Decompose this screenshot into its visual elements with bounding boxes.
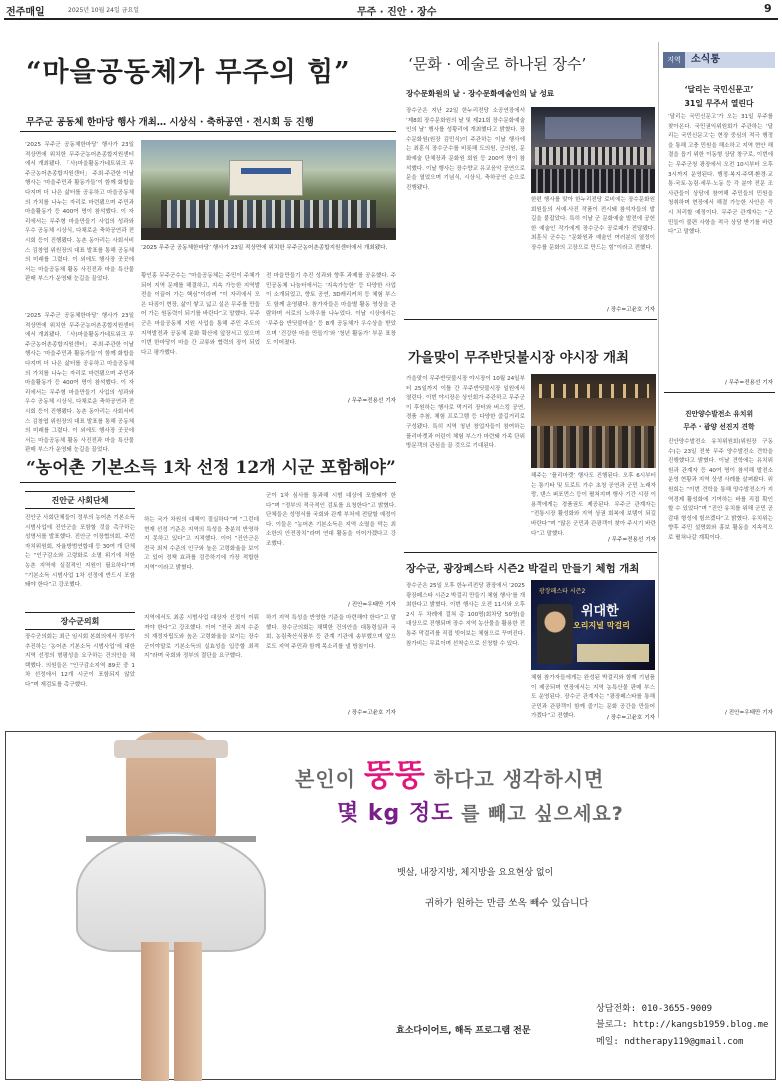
side-1-headline-b: 31일 무주서 열린다 [684,99,754,108]
side-2-headline-b: 무주 · 괌양 선진지 견학 [683,423,755,431]
a2-headline: ‘문화 · 예술로 하나된 장수’ [408,55,587,73]
a1-col2: 황인홍 무주군수는 “마을공동체는 주민이 주체가 되어 지역 문제를 해결하고, 지속 가능한 지역발전을 이끌어 가는 핵심”이라며 “이 자리에서 모은 다짐이 현장, 삶이 쌓고 넓고 실은 무주를 만들어 가는 원동력이 되기를 바란다”고 말했다. 무주군은 마을공동체 지원 사업을 통해 주민 주도의 지역발전과 공동체 문화 확산에 앞장서고 있으며 이번 한마당이 마을 간 교류와 협력의 장이 되었다고 평가했다. [141,273,260,356]
a5-section-label-1-text: 진안군 사회단체 [51,495,109,505]
ad-line3: 뱃살, 내장지방, 체지방을 요요현상 없이 [397,868,554,878]
side-1-headline-a: ‘달리는 국민신문고’ [684,85,754,94]
ad-phone: 상담전화: 010-3655-9009 [596,1004,713,1014]
ad-line2-b: 를 빼고 싶으세요? [453,803,624,825]
a5-section-label-2 [25,612,135,630]
a2-col2: 한편 행사를 맞아 한누리전당 로비에는 장수문화원 회원들의 서예·사진 작품이 전시돼 참석자들의 발길을 붙잡았다. 특히 이날 군 문화예술 발전에 공헌한 예술인 작가에게 장수군수 공로패가 전달됐다. 최훈식 군수는 “문화원과 예술인 여러분의 열정이 장수를 문화의 고장으로 만드는 힘”이라고 전했다. [531,197,655,251]
a3-col2: 해주는 ‘플리마켓’ 행사도 진행된다. 오후 6시부터는 통기타 및 트로트 가수 초청 공연과 군민 노래자랑, 댄스 퍼포먼스 등이 펼쳐지며 행사 기간 시장 이용객에게는 경품권도 제공된다. 무주군 관계자는 “전통시장 활성화와 지역 상권 회복에 보탬이 되길 바란다”며 “많은 군민과 관광객이 찾아 주시기 바란다”고 말했다. [531,473,656,537]
ad-blog: 블로그: http://kangsb1959.blog.me [596,1020,769,1030]
a1-subheadline: 무주군 공동체 한마당 행사 개최… 시상식 · 축하공연 · 전시회 등 진행 [26,117,314,128]
a5-col1: 진안군 사회단체들이 정부의 농어촌 기본소득 시범사업에 진안군을 포함할 것을 촉구하는 성명서를 발표했다. 진안군 이장협의회, 주민자치위원회, 자율방범연합대 등 30여 개 단체는 “인구감소와 고령화로 소멸 위기에 처한 농촌 지역에 실질적인 지원이 필요하다”며 “기본소득 시범사업 1차 선정에 반드시 포함돼야 한다”고 강조했다. [25,515,135,589]
a4-col1: 장수군은 25일 오후 한누리전당 광장에서 ‘2025 광장페스타 시즌2 박걸리 만들기 체험 행사’를 개최한다고 밝혔다. 이번 행사는 오전 11시와 오후 2시 두 차례에 걸쳐 총 100명(회차당 50명)을 대상으로 진행되며 장수 지역 농산물을 활용한 전통주 막걸리를 직접 빚어보는 체험으로 꾸며진다. 참가비는 무료이며 선착순으로 신청할 수 있다. [406,583,525,647]
ad-line4: 귀하가 원하는 만큼 쏘옥 빼수 있습니다 [425,898,589,909]
a4-poster [531,580,655,670]
side-2-byline: / 진안=우태만 기자 [725,710,773,716]
side-2-headline-a: 진안양수발전소 유치위 [684,410,754,418]
a5-col6: 하기 지역 특성을 반영한 기준을 마련해야 한다”고 말했다. 장수군의회는 채택한 건의안을 대통령실과 국회, 농림축산식품부 등 관계 기관에 송부했으며 앞으로도 지역 주민과 함께 목소리를 낼 방침이다. [266,615,396,650]
a2-col1: 장수군은 지난 22일 한누리전당 소공연장에서 ‘제8회 장수문화원의 날 및 제21회 장수문화예술인의 날’ 행사를 성황리에 개최했다고 밝혔다. 장수문화원(원장 김민식)이 주관하는 이날 행사에는 최훈식 장수군수를 비롯해 도의원, 군의원, 문화예술 단체장과 문화원 회원 등 200여 명이 참석했다. 이날 행사는 장수향교 유교음악 공연으로 문을 열었으며 기념식, 시상식, 축하공연 순으로 진행됐다. [406,108,525,191]
ad-email: 메일: ndtherapy119@gmail.com [596,1037,744,1047]
a4-poster-text2: 위대한 [581,604,619,619]
a1-headline: “마을공동체가 무주의 힘” [26,57,351,88]
ad-box [5,731,776,1080]
a5-col4: 장수군의회는 최근 임시회 본회의에서 정부가 추진하는 ‘농어촌 기본소득 시범사업’에 대한 지역 선정의 형평성을 요구하는 건의안을 채택했다. 의원들은 “인구감소지역 89곳 중 1차 선정에서 12개 시군이 포함되지 않았다”며 재검토를 촉구했다. [25,634,135,688]
a5-col3: 군이 1차 심사를 통과해 시범 대상에 포함돼야 한다”며 “정부의 적극적인 검토를 요청한다”고 밝혔다. 단체들은 성명서를 국회와 관계 부처에 전달할 예정이다. 이들은 “농어촌 기본소득은 지역 소멸을 막는 최소한의 안전장치”라며 연대 활동을 이어가겠다고 강조했다. [266,493,396,547]
a4-byline: / 장수=고윤호 기자 [607,715,655,721]
ad-line1-a: 본인이 [295,767,364,791]
header-logo: 전주매일 [6,7,45,18]
side-2-body: 진안양수발전소 유치위원회(위원장 구동수)는 23일 전북 무주 양수발전소 견학을 진행했다고 밝혔다. 이날 견학에는 유치위원과 관계자 등 40여 명이 참석해 발전소 운영 현황과 지역 상생 사례를 살펴봤다. 위원회는 “이번 견학을 통해 양수발전소가 지역경제 활성화에 기여하는 바를 직접 확인할 수 있었다”며 “진안 유치를 위해 군민 공감대 형성에 힘쓰겠다”고 밝혔다. 유치위는 향후 주민 설명회와 홍보 활동을 지속적으로 펼쳐나갈 계획이다. [668,439,773,541]
a5-col5: 지역에서도 최종 시범사업 대상자 선정이 이뤄져야 한다”고 강조했다. 이어 “전국 최저 수준의 재정자립도와 높은 고령화율을 보이는 장수군이야말로 기본소득의 실효성을 입증할 최적지”라며 국회와 정부의 결단을 요구했다. [144,615,259,660]
ad-line2 [337,796,624,827]
a5-col2: 하는 국가 차원의 대책이 절실하다”며 “그런데 현재 선정 기준은 지역의 특성을 충분히 반영하지 못하고 있다”고 지적했다. 이어 “진안군은 전국 최저 수준의 인구와 높은 고령화율을 보이고 있어 정책 효과를 검증하기에 가장 적합한 지역”이라고 밝혔다. [144,517,259,571]
a4-col2: 체험 참가자들에게는 완성된 박걸리와 함께 기념품이 제공되며 현장에서는 지역 농특산물 판매 부스도 운영된다. 장수군 관계자는 “광장페스타를 통해 군민과 관광객이 함께 즐기는 문화 공간을 만들어 가겠다”고 전했다. [531,675,655,720]
a1-col3: 전 마을만들기 추진 성과와 향후 과제를 공유했다. 주민공동체 나눔터에서는 ‘지속가능한’ 등 다양한 사업이 소개되었고, 향토 공연, 3D캐리커처 등 체험 부스도 함께 운영됐다. 참가자들은 마을별 활동 영상을 관람하며 서로의 노하우를 나누었다. 이날 시상에서는 ‘무주읍 반딧불마을’ 등 8개 공동체가 우수상을 받았으며 ‘건강한 마을 만들기’와 ‘청년 활동가’ 부문 표창도 이어졌다. [266,273,396,347]
a4-poster-text3: 오리지널 막걸리 [573,621,630,630]
header-date: 2025년 10월 24일 금요일 [68,7,140,14]
a5-section-label-2-text: 장수군의회 [60,616,100,626]
sidebar-tab-label-2: 소식통 [685,52,775,68]
a1-photo [141,140,396,240]
a5-headline: “농어촌 기본소득 1차 선정 12개 시군 포함해야” [26,458,396,478]
ad-line1 [295,750,604,795]
ad-line1-b: 뚱뚱 [363,758,426,794]
side-1-body: ‘달리는 국민신문고’가 오는 31일 무주를 찾아온다. 국민권익위원회가 주관하는 ‘달리는 국민신문고’는 현장 중심의 적극 행정을 통해 고충 민원을 해소하고 지역 현안 해결을 돕기 위한 이동형 상담 창구로, 이번에는 무주군청 광장에서 오전 10시부터 오후 3시까지 운영된다. 행정·복지·주택·환경·교통·국토·농림·세무·노동 등 각 분야 전문 조사관들이 상담에 참여해 주민들의 민원을 청취하며 현장에서 해결 가능한 사안은 즉시 처리할 예정이다. 무주군 관계자는 “군민들이 불편 사항을 적극 상담 받기를 바란다”고 말했다. [668,114,773,236]
ad-line2-a: 몇 kg 정도 [337,801,454,826]
a5-section-label-1 [25,491,135,509]
sidebar-tab-label-1: 지역 [663,52,685,68]
a5-byline-2: / 장수=고윤호 기자 [348,710,396,716]
a2-subheadline: 장수문화원의 날 · 장수문화예술인의 날 성료 [406,89,555,98]
sidebar-tab [663,52,775,68]
a1-byline: / 무주=전용선 기자 [348,398,396,404]
a4-headline: 장수군, 광장페스타 시즌2 박걸리 만들기 체험 개최 [406,563,640,575]
side-1-byline: / 무주=전용선 기자 [725,380,773,386]
a3-col1: 가을맞이 무주반딧불시장 야시장이 10월 24일부터 25일까지 이틀 간 무주반딧불시장 일원에서 열린다. 이번 야시장은 상인회가 주관하고 무주군이 후원하는 행사로 먹거리 장터와 버스킹 공연, 경품 추첨, 체험 프로그램 등 다양한 즐길거리로 구성됐다. 특히 지역 청년 창업자들이 참여하는 플리마켓과 어린이 체험 부스가 마련돼 가족 단위 방문객의 관심을 끌 것으로 기대된다. [406,376,525,450]
a3-headline: 가을맞이 무주반딧불시장 야시장 개최 [408,350,629,366]
a1-col1b: ‘2025 무주군 공동체한마당’ 행사가 23일 적상면에 위치한 무주군농어촌종합지원센터에서 개최됐다. 「사)마을활동가네트워크 무주군농어촌종합지원센터」 주최·주관한 이날 행사는 ‘마을주민과 활동가들’이 함께 화합을 다지며 더 나은 삶터를 공유하고 마을공동체의 가치를 나누는 자리로 마련됐으며 주민과 마을활동가 등 400여 명이 참석했다. 이 자리에서는 무주형 마을만들기 사업의 성과와 우수 공동체 시상식, 다채로운 축하공연과 전시회 등이 진행됐다. 농촌 동아리는 사회서비스 김창엽 위원장의 대표 발표를 통해 공동체의 미래를 그렸다. 이 외에도 행사장 곳곳에서는 마을공동체 활동 사진전과 마을 특산물 판매 부스가 운영돼 눈길을 끌었다. [25,313,134,454]
a3-byline: / 무주=전용선 기자 [608,537,656,543]
a2-byline: / 장수=고윤호 기자 [607,307,655,313]
ad-model-image [56,732,281,1081]
a1-col1: ‘2025 무주군 공동체한마당’ 행사가 23일 적상면에 위치한 무주군농어촌종합지원센터에서 개최됐다. 「사)마을활동가네트워크 무주군농어촌종합지원센터」 주최·주관한 이날 행사는 ‘마을주민과 활동가들’이 함께 화합을 다지며 더 나은 삶터를 공유하고 마을공동체의 가치를 나누는 자리로 마련됐으며 주민과 마을활동가 등 400여 명이 참석했다. 이 자리에서는 무주형 마을만들기 사업의 성과와 우수 공동체 시상식, 다채로운 축하공연과 전시회 등이 진행됐다. 농촌 동아리는 사회서비스 김창엽 위원장의 대표 발표를 통해 공동체의 미래를 그렸다. 이 외에도 행사장 곳곳에서는 마을공동체 활동 사진전과 마을 특산물 판매 부스가 운영돼 눈길을 끌었다. [25,142,134,283]
a3-photo [531,374,656,468]
ad-company: 효소다이어트, 해독 프로그램 전문 [396,1026,531,1036]
header-page: 9 [764,2,772,15]
a4-poster-text1: 광장페스타 시즌2 [539,588,586,595]
a5-byline-1: / 진안=우태만 기자 [348,602,396,608]
a1-photo-caption: ‘2025 무주군 공동체한마당’ 행사가 23일 적상면에 위치한 무주군농어촌종합지원센터에서 개최됐다. [141,245,388,251]
header-section: 무주 · 진안 · 장수 [357,7,437,18]
a2-photo [531,107,655,193]
ad-line1-c: 하다고 생각하시면 [425,767,605,791]
